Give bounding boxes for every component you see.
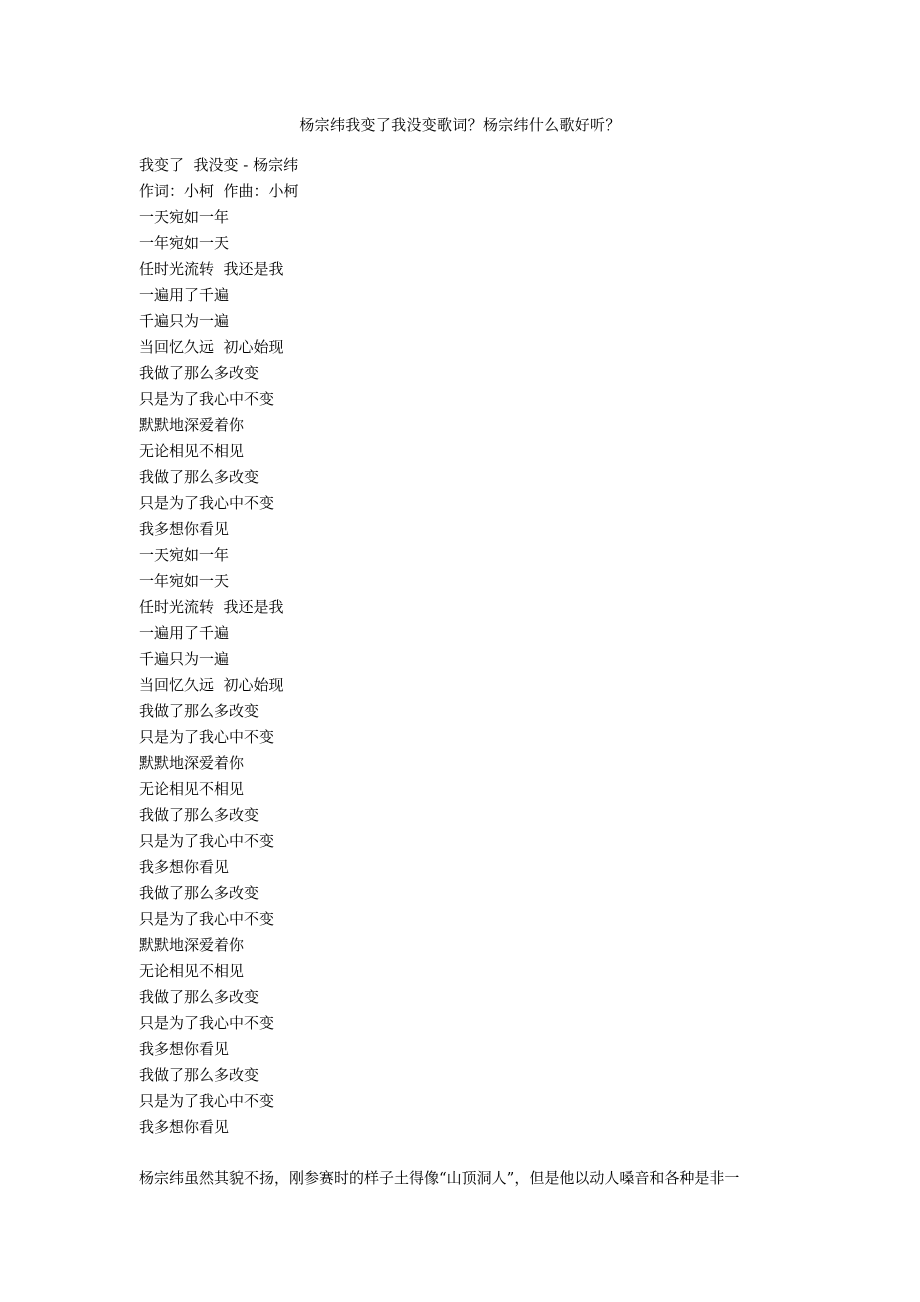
lyric-line: 一遍用了千遍 bbox=[139, 624, 230, 642]
lyric-line: 当回忆久远 初心始现 bbox=[139, 676, 284, 694]
lyric-line: 只是为了我心中不变 bbox=[139, 910, 275, 928]
lyric-line: 千遍只为一遍 bbox=[139, 312, 230, 330]
lyric-line: 当回忆久远 初心始现 bbox=[139, 338, 284, 356]
lyric-line: 无论相见不相见 bbox=[139, 962, 245, 980]
lyric-line: 任时光流转 我还是我 bbox=[139, 260, 284, 278]
lyric-line: 只是为了我心中不变 bbox=[139, 1014, 275, 1032]
lyric-line: 一遍用了千遍 bbox=[139, 286, 230, 304]
lyric-line: 无论相见不相见 bbox=[139, 780, 245, 798]
lyric-line: 一年宛如一天 bbox=[139, 572, 230, 590]
lyric-line: 我做了那么多改变 bbox=[139, 988, 260, 1006]
lyric-line: 无论相见不相见 bbox=[139, 442, 245, 460]
lyric-line: 我做了那么多改变 bbox=[139, 468, 260, 486]
lyric-line: 只是为了我心中不变 bbox=[139, 728, 275, 746]
lyric-line: 任时光流转 我还是我 bbox=[139, 598, 284, 616]
lyric-line: 我变了 我没变 - 杨宗纬 bbox=[139, 156, 299, 174]
lyric-line: 只是为了我心中不变 bbox=[139, 1092, 275, 1110]
lyric-line: 我做了那么多改变 bbox=[139, 884, 260, 902]
lyric-line: 默默地深爱着你 bbox=[139, 936, 245, 954]
lyric-line: 我做了那么多改变 bbox=[139, 364, 260, 382]
lyric-line: 默默地深爱着你 bbox=[139, 754, 245, 772]
document-title: 杨宗纬我变了我没变歌词？杨宗纬什么歌好听？ bbox=[299, 116, 621, 134]
lyric-line: 我做了那么多改变 bbox=[139, 702, 260, 720]
lyric-line: 我多想你看见 bbox=[139, 1040, 230, 1058]
lyric-line: 默默地深爱着你 bbox=[139, 416, 245, 434]
lyric-line: 我做了那么多改变 bbox=[139, 806, 260, 824]
lyric-line: 千遍只为一遍 bbox=[139, 650, 230, 668]
lyric-line: 我做了那么多改变 bbox=[139, 1066, 260, 1084]
lyric-line: 只是为了我心中不变 bbox=[139, 494, 275, 512]
lyric-line: 一天宛如一年 bbox=[139, 208, 230, 226]
lyric-line: 我多想你看见 bbox=[139, 1118, 230, 1136]
lyric-line: 只是为了我心中不变 bbox=[139, 390, 275, 408]
lyric-line: 一年宛如一天 bbox=[139, 234, 230, 252]
lyric-line: 只是为了我心中不变 bbox=[139, 832, 275, 850]
lyric-line: 我多想你看见 bbox=[139, 858, 230, 876]
body-paragraph: 杨宗纬虽然其貌不扬，刚参赛时的样子土得像“山顶洞人”，但是他以动人嗓音和各种是非一 bbox=[139, 1169, 740, 1187]
lyric-line: 作词：小柯 作曲：小柯 bbox=[139, 182, 299, 200]
lyric-line: 我多想你看见 bbox=[139, 520, 230, 538]
lyric-line: 一天宛如一年 bbox=[139, 546, 230, 564]
lyrics-list bbox=[139, 152, 299, 1140]
